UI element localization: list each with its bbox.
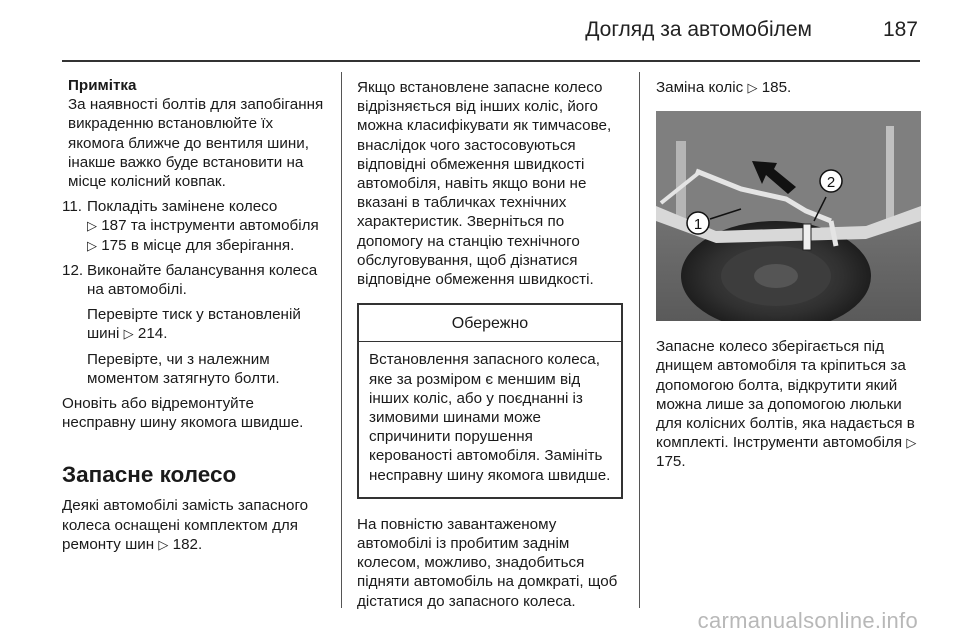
column-middle [357,78,627,611]
reference-arrow-icon: ▷ [87,218,97,234]
list-item [62,197,330,255]
note-box [68,76,330,191]
paragraph: Оновіть або відремонтуйте несправну шину якомога швидше. [62,395,304,432]
list-item-text: Перевірте, чи з належним моментом затягнуто болти. [87,350,280,387]
watermark: carmanualsonline.info [697,608,918,633]
reference-arrow-icon: ▷ [906,435,917,451]
page-number: 187 [882,18,918,41]
header-title: Догляд за автомобілем [585,18,812,41]
page-reference-link[interactable]: 175. [656,453,686,471]
paragraph: Якщо встановлене запасне колесо відрізняється від інших коліс, його можна класифікувати як тимчасове, внаслідок чого застосовуються відповідні обмеження швидкості автомобіля, навіть якщо вони не вказані в табличках технічних характеристик. Зверніться по допомогу на станцію технічного обслуговування, щоб дізнатися відповідне обмеження швидкості. [357,79,612,289]
paragraph: На повністю завантаженому автомобілі із пробитим заднім колесом, можливо, знадобиться підняти автомобіль на домкраті, щоб дістатися до запасного колеса. [357,515,618,610]
column-left [62,76,330,554]
column-right [656,78,926,472]
header-rule [62,60,920,62]
column-divider-left [341,72,342,608]
section-heading: Запасне колесо [62,462,237,488]
paragraph: Заміна коліс ▷ 185. [656,79,792,96]
page-reference-link[interactable]: 185. [761,79,792,96]
note-text: За наявності болтів для запобігання викраденню встановлюйте їх якомога ближче до вентиля шини, інакше важко буде встановити на місце колісний ковпак. [68,96,324,191]
spare-wheel-photo [656,111,921,321]
page-reference-link[interactable]: 187 [101,217,127,235]
callout-1: 1 [693,216,703,234]
page-reference-link[interactable]: 182. [172,535,203,553]
column-divider-right [639,72,640,608]
photo-caption: Запасне колесо зберігається під днищем автомобіля та кріпиться за допомогою болта, відкрутити який можна лише за допомогою люльки для колісних болтів, яка надається в комплекті. Інструменти автомобіля ▷ 175. [656,338,917,471]
list-item [62,261,330,388]
reference-arrow-icon: ▷ [747,80,758,95]
caution-box [357,303,623,499]
page-reference-link[interactable]: 175 [101,236,127,254]
paragraph: Деякі автомобілі замість запасного колеса оснащені комплектом для ремонту шин ▷ 182. [62,497,309,553]
list-item-text: Покладіть замінене колесо ▷ 187 та інструменти автомобіля ▷ 175 в місце для зберігання. [87,198,319,254]
reference-arrow-icon: ▷ [123,326,134,342]
caution-title: Обережно [359,305,621,342]
note-title: Примітка [68,77,137,94]
list-item-text: Перевірте тиск у встановленій шині ▷ 214. [87,306,301,343]
reference-arrow-icon: ▷ [87,237,97,253]
spare-wheel-illustration [656,111,921,321]
caution-text: Встановлення запасного колеса, яке за розміром є меншим від інших коліс, або у поєднанні із зимовими шинами може спричинити порушення керованості автомобіля. Замініть несправну шину якомога швидше. [369,351,611,484]
list-number: 12. [62,261,84,279]
list-number: 11. [62,198,82,216]
page-reference-link[interactable]: 214. [137,325,168,343]
reference-arrow-icon: ▷ [158,536,169,552]
list-item-text: Виконайте балансування колеса на автомобілі. [87,261,318,299]
callout-2: 2 [826,174,836,192]
